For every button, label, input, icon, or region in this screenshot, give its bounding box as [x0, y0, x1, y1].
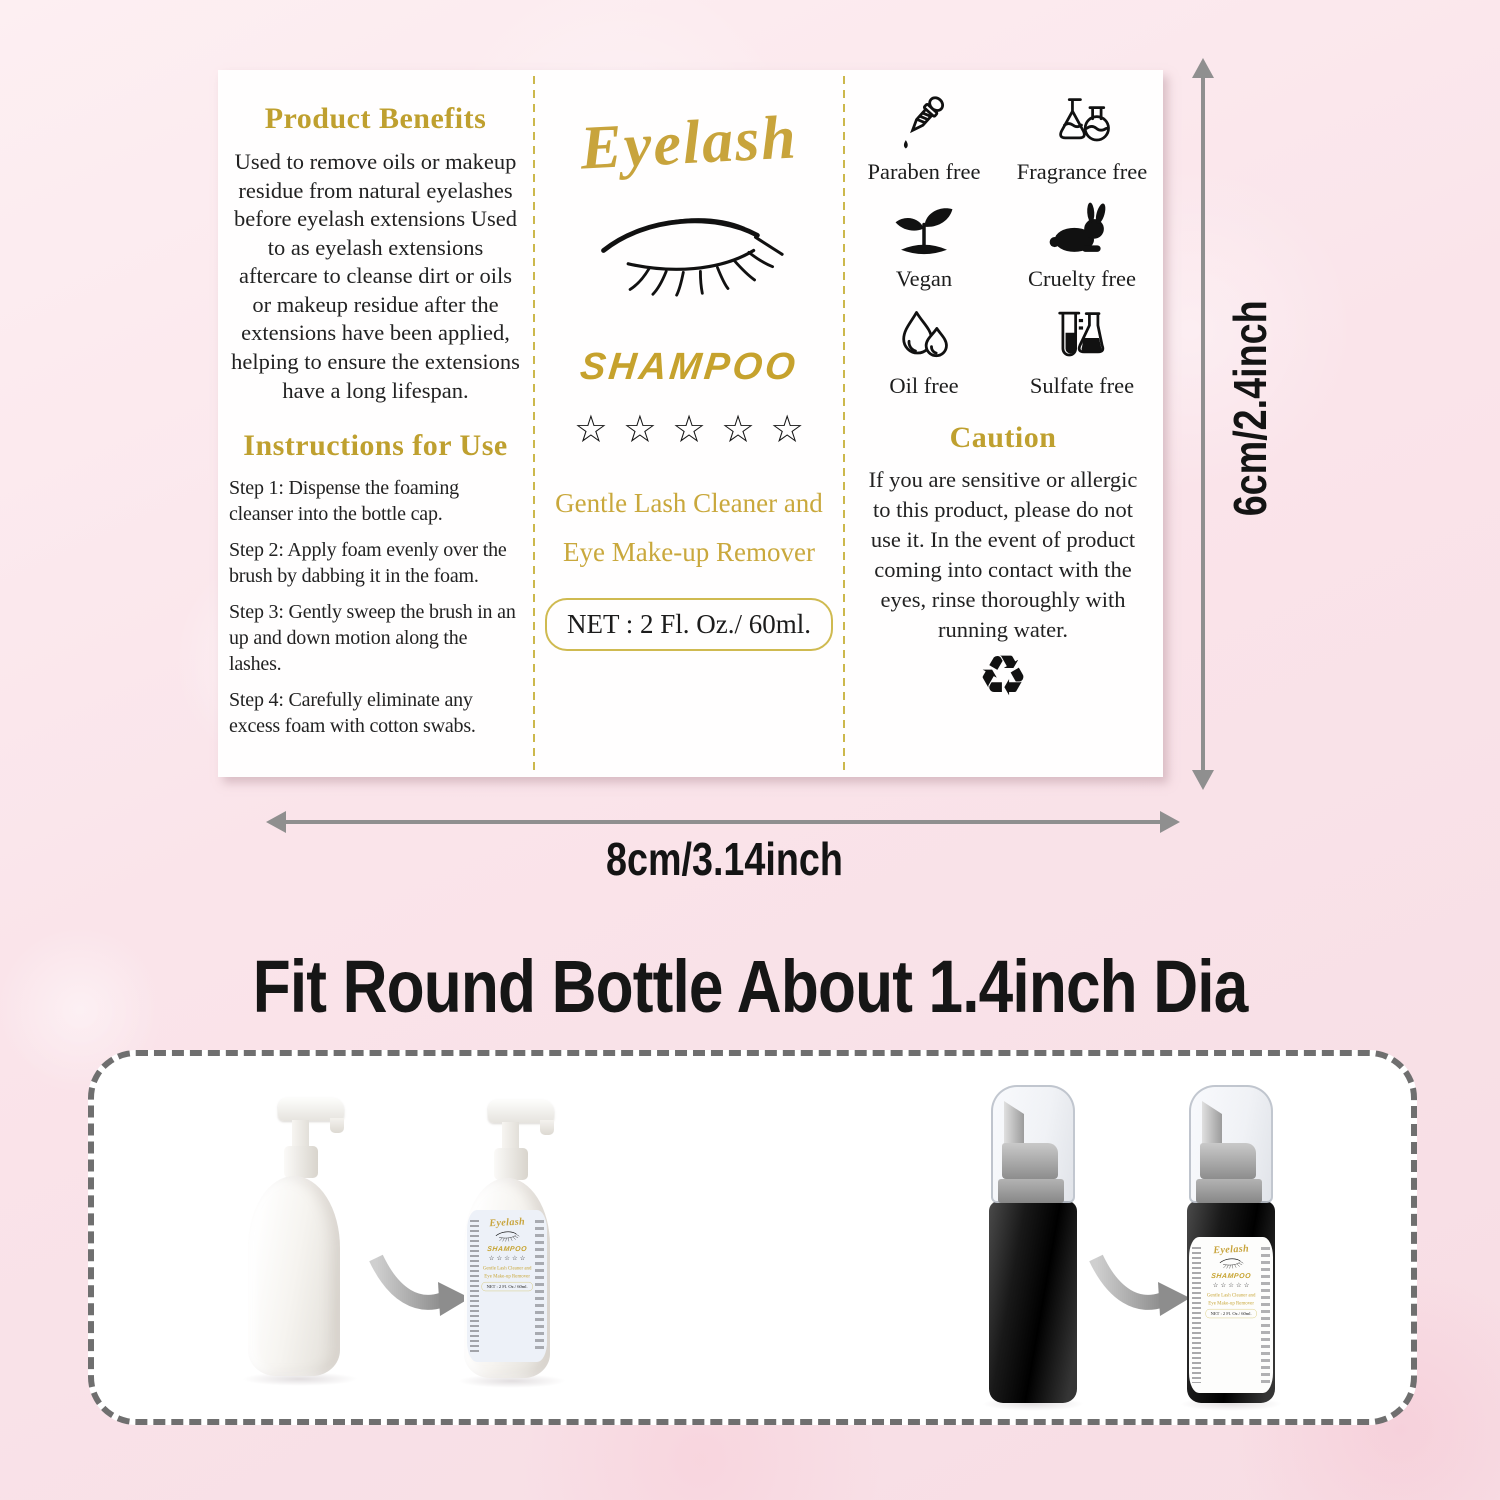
- feature-sulfate-free: [1003, 306, 1161, 399]
- caution-title: Caution: [949, 421, 1057, 454]
- feature-grid: [845, 92, 1161, 399]
- benefits-body: Used to remove oils or makeup residue from natural eyelashes before eyelash extensions Used to as eyelash extensions aftercare to cleanse dirt or oils or makeup residue after the extensions have been applied, helping to ensure the extensions have a long lifespan.: [231, 149, 520, 403]
- black-foamer-bottle: [988, 1085, 1078, 1403]
- benefits-panel: [218, 70, 533, 777]
- brand-name: Eyelash: [578, 103, 800, 183]
- closed-eye-lashes-icon: [494, 1230, 520, 1242]
- features-caution-panel: [845, 70, 1161, 777]
- feature-oil-free: [845, 306, 1003, 399]
- pump-collar: [998, 1179, 1064, 1203]
- dropper-icon: [894, 92, 954, 154]
- arrow-up-head: [1192, 58, 1214, 78]
- bottle-body: [248, 1176, 340, 1376]
- product-name: SHAMPOO: [578, 346, 800, 388]
- closed-eye-lashes-icon: [1218, 1257, 1244, 1269]
- height-dimension: 6cm/2.4inch: [1224, 300, 1276, 516]
- product-name: SHAMPOO: [1210, 1271, 1252, 1280]
- tagline-line1: Gentle Lash Cleaner and: [1206, 1292, 1256, 1298]
- black-labeled-bottle: [1186, 1085, 1276, 1403]
- mini-label: [1189, 1237, 1273, 1393]
- pump-nozzle: [540, 1120, 554, 1135]
- water-drop-icon: [893, 306, 955, 368]
- step-4: Step 4: Carefully eliminate any excess foam with cotton swabs.: [229, 689, 476, 738]
- step-3: Step 3: Gently sweep the brush in an up and down motion along the lashes.: [229, 601, 516, 676]
- height-arrow-line: [1201, 74, 1205, 774]
- flasks-icon: [1047, 92, 1117, 154]
- feature-label: Oil free: [889, 373, 959, 398]
- mini-label-content: [480, 1215, 534, 1291]
- feature-fragrance-free: [1003, 92, 1161, 185]
- width-arrow-line: [286, 820, 1162, 824]
- rabbit-icon: [1047, 199, 1117, 261]
- net-content: NET : 2 Fl. Oz./ 60ml.: [545, 598, 833, 651]
- arrow-right-head: [1160, 811, 1180, 833]
- pump-actuator: [1002, 1143, 1058, 1179]
- net-content: NET : 2 Fl. Oz./ 60ml.: [482, 1282, 533, 1291]
- white-labeled-bottle: [464, 1100, 560, 1380]
- width-dimension: 8cm/3.14inch: [605, 833, 843, 885]
- tagline-line1: Gentle Lash Cleaner and: [482, 1265, 532, 1271]
- product-name: SHAMPOO: [486, 1244, 528, 1253]
- bottle-body: [989, 1201, 1077, 1403]
- step-2: Step 2: Apply foam evenly over the brush by dabbing it in the foam.: [229, 539, 507, 588]
- plant-icon: [889, 199, 959, 261]
- arrow-left-head: [266, 811, 286, 833]
- recycle-icon: ♻: [977, 643, 1029, 709]
- brand-name: Eyelash: [1212, 1242, 1250, 1256]
- feature-label: Sulfate free: [1029, 373, 1135, 398]
- pump-collar: [1196, 1179, 1262, 1203]
- transform-arrow: [366, 1248, 476, 1326]
- feature-vegan: [845, 199, 1003, 292]
- test-tube-icon: [1047, 306, 1117, 368]
- center-panel: [535, 70, 843, 777]
- tagline-line2: Eye Make-up Remover: [1208, 1300, 1254, 1306]
- five-stars: ☆☆☆☆☆: [488, 1254, 528, 1262]
- feature-label: Vegan: [895, 266, 953, 291]
- label-layout: [218, 70, 1163, 777]
- five-stars: ☆☆☆☆☆: [1212, 1281, 1252, 1289]
- pump-nozzle: [330, 1118, 344, 1133]
- brand-name: Eyelash: [488, 1215, 526, 1229]
- closed-eye-lashes-icon: [594, 203, 784, 298]
- feature-label: Cruelty free: [1027, 266, 1137, 291]
- net-content: NET : 2 Fl. Oz./ 60ml.: [1206, 1309, 1257, 1318]
- step-1: Step 1: Dispense the foaming cleanser into the bottle cap.: [229, 477, 459, 526]
- pump-stem: [292, 1120, 309, 1148]
- feature-cruelty-free: [1003, 199, 1161, 292]
- feature-paraben-free: [845, 92, 1003, 185]
- five-stars: ☆☆☆☆☆: [573, 407, 820, 451]
- tagline-line1: Gentle Lash Cleaner and: [555, 488, 823, 518]
- pump-actuator: [1200, 1143, 1256, 1179]
- arrow-down-head: [1192, 770, 1214, 790]
- feature-label: Fragrance free: [1016, 159, 1148, 184]
- transform-arrow: [1086, 1248, 1196, 1326]
- pump-collar: [284, 1146, 318, 1178]
- pump-stem: [502, 1122, 519, 1150]
- caution-body: If you are sensitive or allergic to this product, please do not use it. In the event of product coming into contact with the eyes, rinse thoroughly with running water.: [868, 467, 1138, 642]
- white-pump-bottle: [248, 1098, 352, 1378]
- tagline-line2: Eye Make-up Remover: [563, 536, 815, 567]
- mini-label-content: [1204, 1242, 1258, 1318]
- mini-label: [467, 1210, 547, 1362]
- instructions-steps: [218, 475, 533, 739]
- pump-collar: [494, 1148, 528, 1180]
- instructions-title: Instructions for Use: [243, 429, 508, 463]
- fit-heading: Fit Round Bottle About 1.4inch Dia: [252, 945, 1248, 1028]
- feature-label: Paraben free: [867, 159, 981, 184]
- benefits-title: Product Benefits: [264, 102, 487, 135]
- tagline-line2: Eye Make-up Remover: [484, 1273, 530, 1279]
